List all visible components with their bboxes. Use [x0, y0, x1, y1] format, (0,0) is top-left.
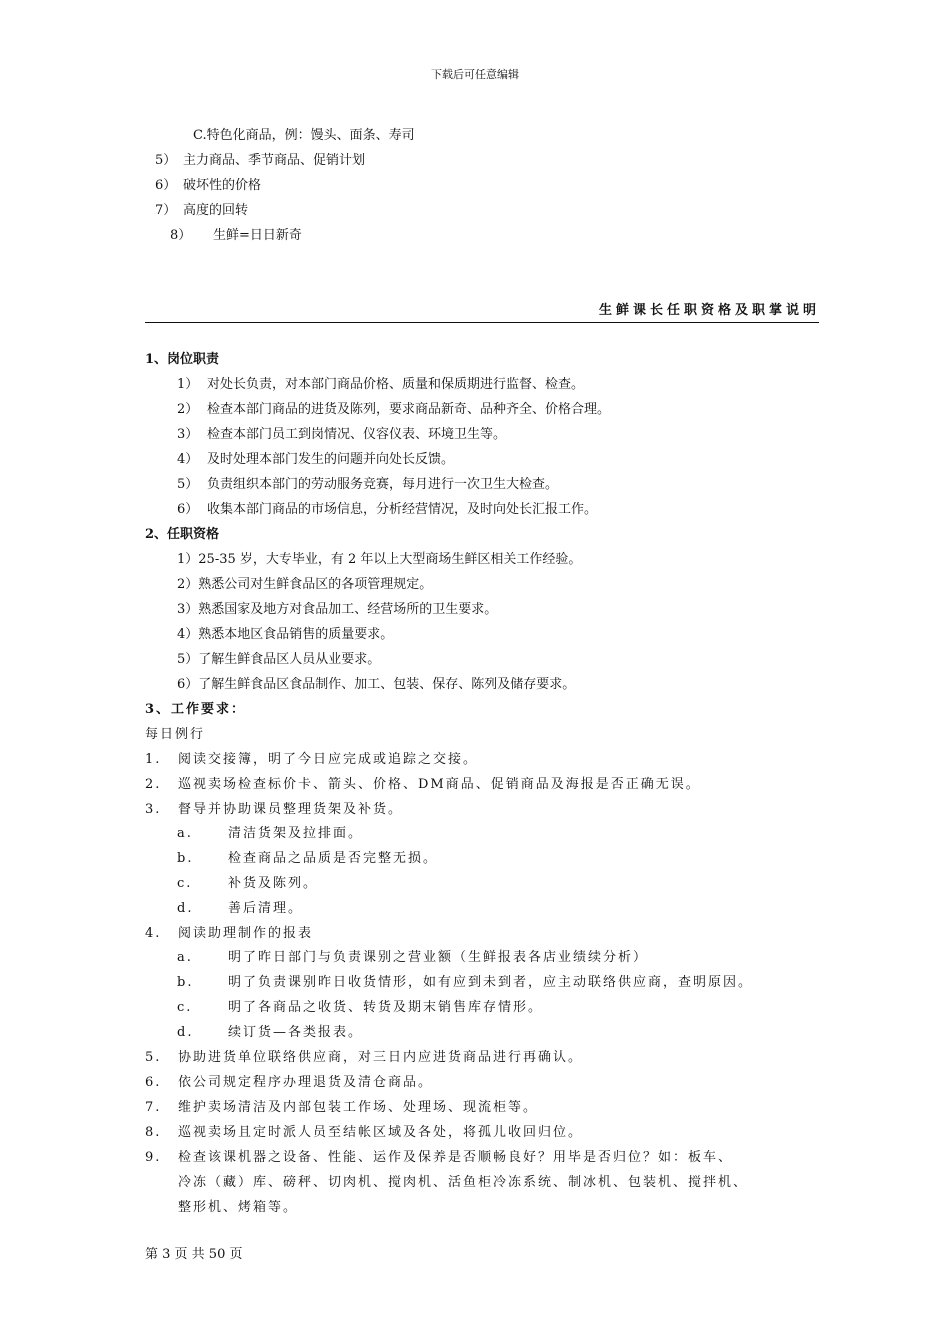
- page-header: 下载后可任意编辑: [431, 68, 519, 81]
- list-item: [177, 451, 454, 469]
- title-rule: [145, 322, 819, 323]
- list-number: 2）: [177, 402, 199, 417]
- list-text: 巡视卖场且定时派人员至结帐区域及各处，将孤儿收回归位。: [178, 1125, 584, 1140]
- list-number: c.: [177, 876, 193, 891]
- list-number: c.: [177, 1000, 193, 1015]
- list-number: b.: [177, 975, 194, 990]
- list-item: [145, 1124, 583, 1142]
- list-item: 1）25-35 岁，大专毕业，有 2 年以上大型商场生鲜区相关工作经验。: [177, 552, 582, 567]
- list-number: 8）: [170, 228, 192, 243]
- list-text: 阅读交接簿，明了今日应完成或追踪之交接。: [178, 752, 479, 767]
- list-text: 清洁货架及拉排面。: [228, 826, 364, 841]
- list-item: 4）熟悉本地区食品销售的质量要求。: [177, 627, 394, 642]
- list-item: [177, 999, 543, 1017]
- list-item: [145, 1074, 433, 1092]
- list-item: [155, 152, 365, 170]
- list-item: C.特色化商品，例：馒头、面条、寿司: [193, 128, 415, 143]
- list-number: 1.: [145, 752, 162, 767]
- list-item: [170, 227, 302, 245]
- list-number: 7）: [155, 203, 177, 218]
- list-text: 生鲜=日日新奇: [213, 228, 302, 243]
- list-number: b.: [177, 851, 194, 866]
- list-text: 巡视卖场检查标价卡、箭头、价格、DM商品、促销商品及海报是否正确无误。: [178, 777, 701, 792]
- list-item: [145, 751, 478, 769]
- list-text: 及时处理本部门发生的问题并向处长反馈。: [207, 452, 455, 467]
- list-item-continuation: 冷冻（藏）库、磅秤、切肉机、搅肉机、活鱼柜冷冻系统、制冰机、包装机、搅拌机、: [178, 1175, 749, 1190]
- list-item: [177, 875, 318, 893]
- list-item: [155, 202, 248, 220]
- list-item: 6）了解生鲜食品区食品制作、加工、包装、保存、陈列及储存要求。: [177, 677, 576, 692]
- list-number: d.: [177, 901, 194, 916]
- list-item: [177, 401, 610, 419]
- list-item: [145, 1149, 733, 1167]
- list-item: 5）了解生鲜食品区人员从业要求。: [177, 652, 381, 667]
- list-item: 3）熟悉国家及地方对食品加工、经营场所的卫生要求。: [177, 602, 498, 617]
- list-number: 2.: [145, 777, 162, 792]
- list-number: a.: [177, 950, 193, 965]
- list-item: [145, 801, 403, 819]
- list-text: 协助进货单位联络供应商，对三日内应进货商品进行再确认。: [178, 1050, 584, 1065]
- list-text: 对处长负责，对本部门商品价格、质量和保质期进行监督、检查。: [207, 377, 585, 392]
- list-item: [145, 1099, 538, 1117]
- list-text: 补货及陈列。: [228, 876, 319, 891]
- list-text: 督导并协助课员整理货架及补货。: [178, 802, 404, 817]
- list-number: 3.: [145, 802, 162, 817]
- list-text: 检查本部门商品的进货及陈列，要求商品新奇、品种齐全、价格合理。: [207, 402, 611, 417]
- list-item: [177, 501, 597, 519]
- list-number: a.: [177, 826, 193, 841]
- list-text: 高度的回转: [183, 203, 249, 218]
- list-item: [177, 900, 303, 918]
- list-text: 明了负责课别昨日收货情形，如有应到未到者，应主动联络供应商，查明原因。: [228, 975, 754, 990]
- list-number: 4.: [145, 926, 162, 941]
- sub-heading: 每日例行: [145, 727, 206, 742]
- list-text: 检查该课机器之设备、性能、运作及保养是否顺畅良好？用毕是否归位？如：板车、: [178, 1150, 734, 1165]
- list-text: 检查商品之品质是否完整无损。: [228, 851, 439, 866]
- list-item: [177, 426, 506, 444]
- list-text: 检查本部门员工到岗情况、仪容仪表、环境卫生等。: [207, 427, 507, 442]
- list-number: 8.: [145, 1125, 162, 1140]
- list-item: 2）熟悉公司对生鲜食品区的各项管理规定。: [177, 577, 433, 592]
- list-text: 善后清理。: [228, 901, 304, 916]
- list-text: 明了昨日部门与负责课别之营业额（生鲜报表各店业绩续分析）: [228, 950, 649, 965]
- list-number: 4）: [177, 452, 199, 467]
- section-title: 生鲜课长任职资格及职掌说明: [598, 303, 820, 318]
- page-footer: 第 3 页 共 50 页: [145, 1247, 243, 1262]
- list-item: [177, 949, 648, 967]
- list-item: [177, 850, 438, 868]
- list-number: 9.: [145, 1150, 162, 1165]
- list-item: [177, 974, 753, 992]
- list-number: 6）: [177, 502, 199, 517]
- list-number: 7.: [145, 1100, 162, 1115]
- list-text: 负责组织本部门的劳动服务竞赛，每月进行一次卫生大检查。: [207, 477, 559, 492]
- list-item: [155, 177, 261, 195]
- list-number: 5）: [155, 153, 177, 168]
- list-item: [177, 376, 584, 394]
- section-heading: 2、任职资格: [145, 527, 220, 542]
- list-item: [145, 1049, 583, 1067]
- list-item-continuation: 整形机、烤箱等。: [178, 1200, 299, 1215]
- list-number: 6）: [155, 178, 177, 193]
- list-item: [177, 476, 558, 494]
- list-item: [177, 1024, 363, 1042]
- list-item: [177, 825, 363, 843]
- section-heading: 1、岗位职责: [145, 352, 220, 367]
- list-text: 阅读助理制作的报表: [178, 926, 314, 941]
- list-number: 5.: [145, 1050, 162, 1065]
- list-text: 维护卖场清洁及内部包装工作场、处理场、现流柜等。: [178, 1100, 539, 1115]
- list-number: 5）: [177, 477, 199, 492]
- list-text: 破坏性的价格: [183, 178, 262, 193]
- list-number: 6.: [145, 1075, 162, 1090]
- list-text: 依公司规定程序办理退货及清仓商品。: [178, 1075, 434, 1090]
- section-heading: 3、工作要求：: [145, 702, 247, 717]
- list-item: [145, 776, 701, 794]
- list-text: 续订货—各类报表。: [228, 1025, 364, 1040]
- list-text: 收集本部门商品的市场信息，分析经营情况，及时向处长汇报工作。: [207, 502, 598, 517]
- list-number: 1）: [177, 377, 199, 392]
- list-text: 主力商品、季节商品、促销计划: [183, 153, 366, 168]
- list-number: 3）: [177, 427, 199, 442]
- list-item: [145, 925, 313, 943]
- list-number: d.: [177, 1025, 194, 1040]
- list-text: 明了各商品之收货、转货及期末销售库存情形。: [228, 1000, 544, 1015]
